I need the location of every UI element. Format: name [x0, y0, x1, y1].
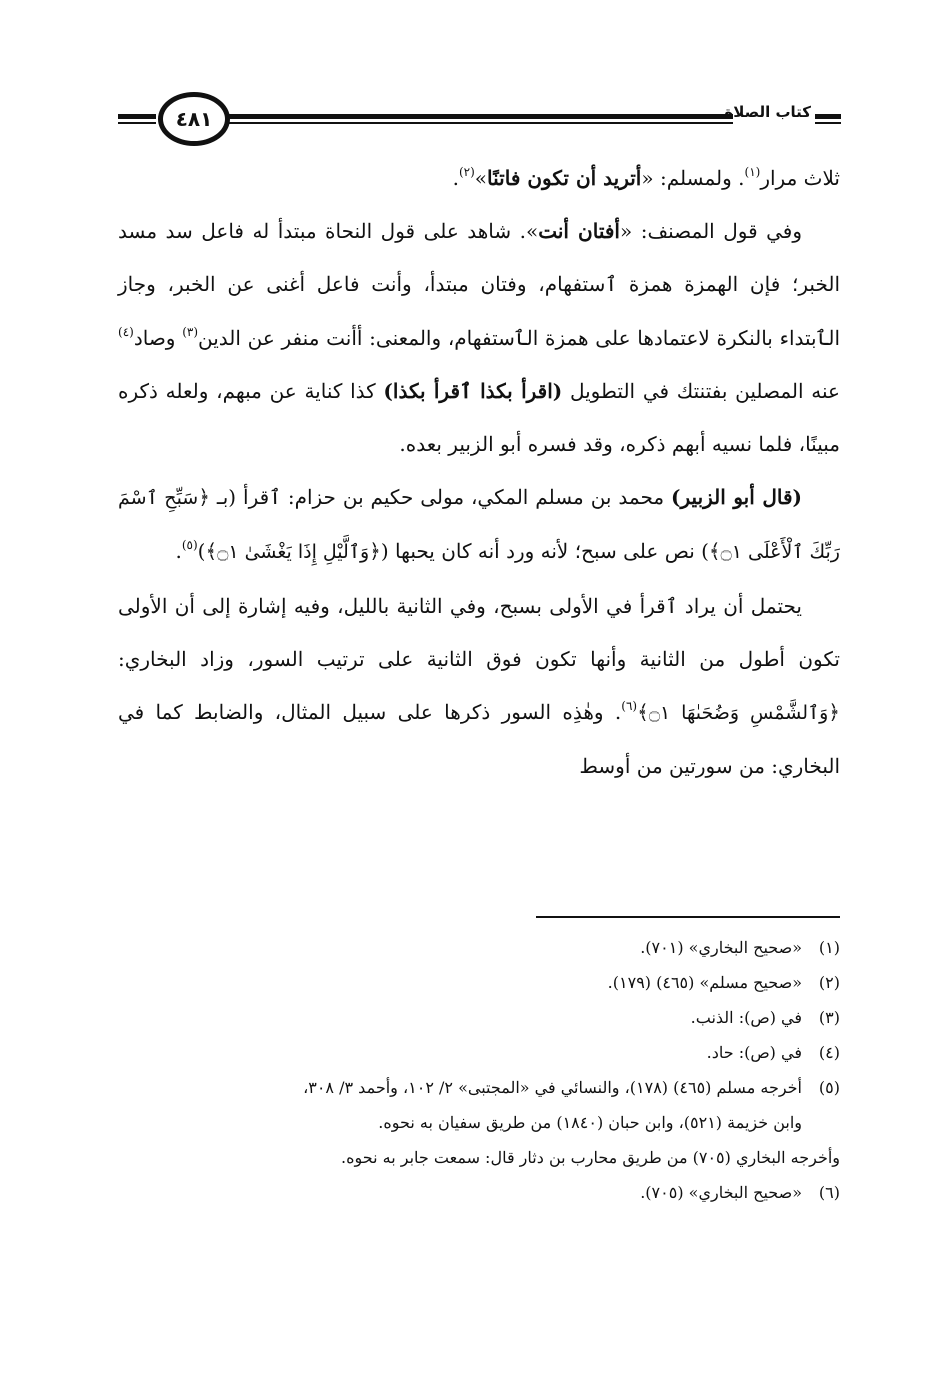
- header-rule-middle: [228, 114, 733, 119]
- text-run: . ولمسلم: «: [641, 166, 745, 190]
- footnote-ref-5: (٥): [181, 538, 198, 553]
- footnote-ref-1: (١): [744, 165, 761, 179]
- text-run: .: [175, 539, 182, 564]
- text-run: يحتمل أن يراد ٱقرأ في الأولى بسبح، وفي الثانية بالليل، وفيه إشارة إلى أن الأولى تكون أطول من الثانية وأنها تكون فوق الثانية على ترتيب السور، وزاد البخاري: ﴿: [118, 593, 841, 725]
- footnote-separator: [536, 916, 840, 918]
- footnote: [118, 930, 840, 965]
- footnote-text: «صحيح البخاري» (٧٠٥).: [640, 1183, 802, 1202]
- text-run: محمد بن مسلم المكي، مولى حكيم بن حزام: ٱقرأ (بـ ﴿: [198, 485, 672, 510]
- text-run: »: [474, 166, 488, 190]
- text-run: وصاد: [133, 325, 183, 350]
- footnote-number: (٣): [818, 1008, 840, 1027]
- paragraph-4: [118, 580, 840, 794]
- footnotes: [118, 930, 840, 1210]
- footnote-text: في (ص): الذنب.: [690, 1008, 802, 1027]
- quran-verse: سَبِّحِ ٱسْمَ رَبِّكَ ٱلْأَعْلَى ۝١: [118, 487, 840, 564]
- footnote-text: أخرجه مسلم (٤٦٥) (١٧٨)، والنسائي في «المجتبى» ٢/ ١٠٢، وأحمد ٣/ ٣٠٨،: [303, 1078, 802, 1097]
- footnote: [118, 1000, 840, 1035]
- quran-verse: وَٱلَّيْلِ إِذَا يَغْشَىٰ ۝١: [217, 541, 370, 564]
- footnote-number: (٢): [818, 973, 840, 992]
- paragraph-3: [118, 471, 840, 579]
- text-run: ﴾): [197, 539, 218, 564]
- footnote-continuation: وابن خزيمة (٥٢١)، وابن حبان (١٨٤٠) من طريق سفيان به نحوه.: [378, 1113, 802, 1132]
- hadith-quote: (قال أبو الزبير): [671, 485, 802, 510]
- paragraph-2: [118, 205, 840, 471]
- page-number-frame: [158, 92, 230, 146]
- header-rule-right: [815, 114, 841, 119]
- text-run: ﴾) نص على سبح؛ لأنه ورد أنه كان يحبها (﴿: [369, 539, 721, 564]
- footnote: [118, 1175, 840, 1210]
- footnote-continuation: وأخرجه البخاري (٧٠٥) من طريق محارب بن دثار قال: سمعت جابر به نحوه.: [341, 1148, 840, 1167]
- footnote-number: (٤): [818, 1043, 840, 1062]
- text-run: . وهٰذِه السور ذكرها على سبيل المثال، والضابط كما في البخاري: من سورتين من أوسط: [118, 700, 840, 779]
- footnote-text: «صحيح البخاري» (٧٠١).: [640, 938, 802, 957]
- footnote-ref-6: (٦): [621, 699, 638, 714]
- footnote: [118, 965, 840, 1000]
- footnote-ref-4: (٤): [118, 324, 134, 339]
- header-rule-left-thin: [118, 122, 156, 124]
- footnote-text: «صحيح مسلم» (٤٦٥) (١٧٩).: [607, 973, 802, 992]
- text-run: كذا كناية عن مبهم، ولعله ذكره مبينًا، فلما نسيه أبهم ذكره، وقد فسره أبو الزبير بعده.: [118, 378, 840, 457]
- text-run: ثلاث مرار: [760, 166, 840, 190]
- text-run: .: [452, 166, 459, 190]
- footnote-number: (٥): [818, 1078, 840, 1097]
- hadith-quote: (اقرأ بكذا ٱقرأ بكذا): [383, 378, 563, 403]
- text-run: وفي قول المصنف: «: [620, 219, 802, 244]
- header-rule-left: [118, 114, 156, 119]
- text-run: ». شاهد على قول النحاة مبتدأ له فاعل سد مسد الخبر؛ فإن الهمزة همزة ٱستفهام، وفتان مبتدأ، وأنت فاعل أغنى عن الخبر، وجاز الٱبتداء بالنكرة لاعتمادها على همزة الٱستفهام، والمعنى: أأنت منفر عن الدين: [118, 219, 840, 350]
- text-run: عنه المصلين بفتنتك في التطويل: [562, 378, 840, 403]
- paragraph-1: [118, 152, 840, 205]
- footnote-number: (٦): [818, 1183, 840, 1202]
- header-rule-middle-thin: [228, 122, 733, 124]
- running-title: كتاب الصلاة: [724, 103, 811, 121]
- hadith-quote: أفتان أنت: [538, 219, 620, 244]
- quran-verse: وَٱلشَّمْسِ وَضُحَىٰهَا ۝١: [648, 702, 829, 725]
- footnote-text: في (ص): حاد.: [706, 1043, 802, 1062]
- header-rule-right-thin: [815, 122, 841, 124]
- footnote: [118, 1070, 840, 1105]
- footnote-ref-2: (٢): [458, 165, 475, 179]
- footnote: [118, 1035, 840, 1070]
- hadith-quote: أتريد أن تكون فاتنًا: [487, 166, 642, 190]
- footnote-ref-3: (٣): [182, 324, 199, 339]
- page-header: [118, 92, 841, 144]
- text-run: ﴾: [637, 700, 649, 725]
- page-number: ٤٨١: [175, 107, 213, 131]
- main-text: [118, 152, 840, 793]
- footnote-number: (١): [818, 938, 840, 957]
